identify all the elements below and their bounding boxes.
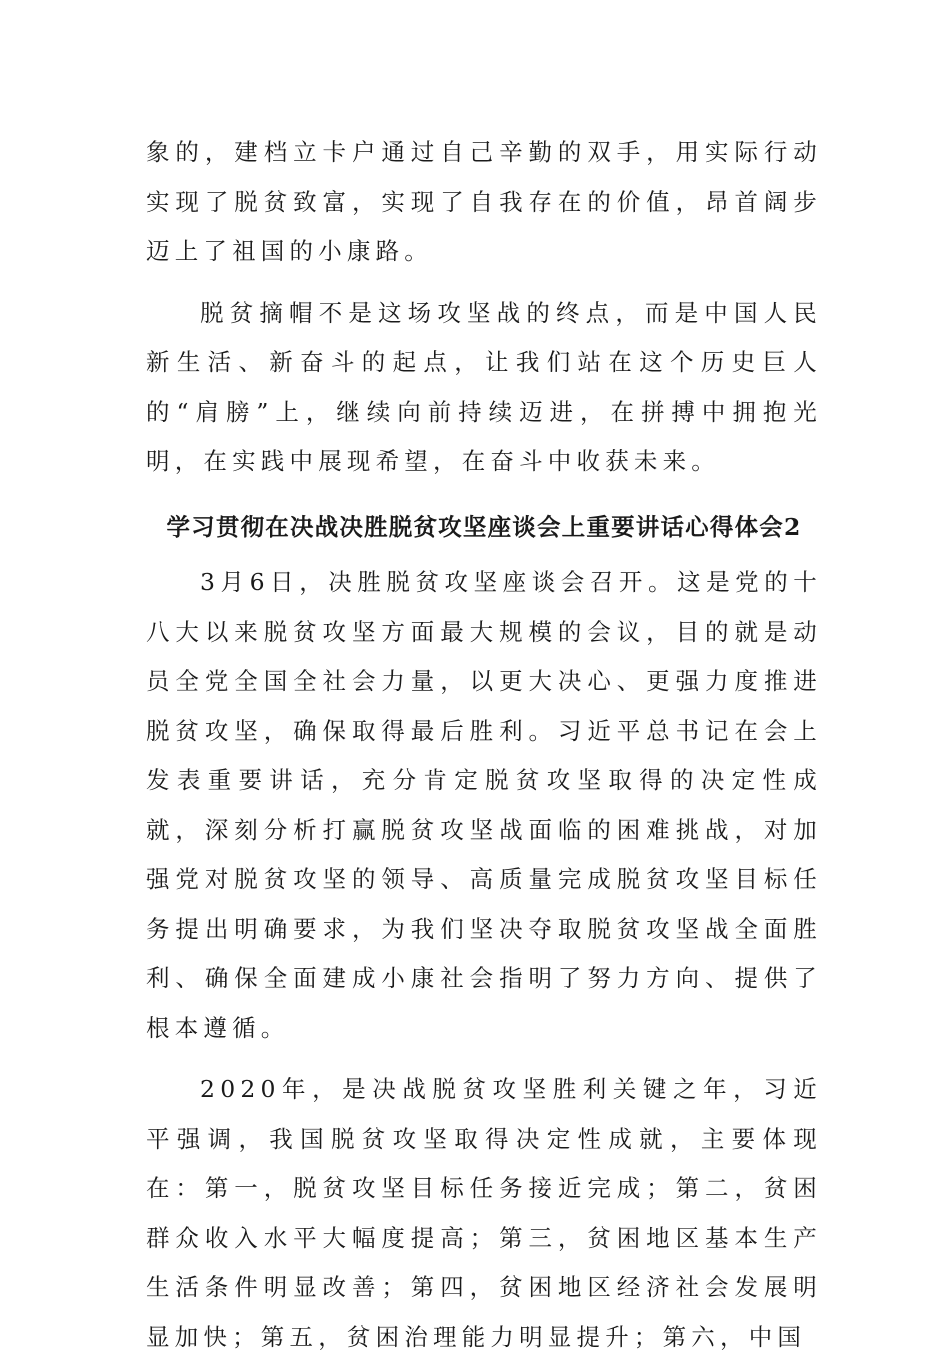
paragraph: 脱贫摘帽不是这场攻坚战的终点，而是中国人民新生活、新奋斗的起点，让我们站在这个历史巨人的“肩膀”上，继续向前持续迈进，在拼搏中拥抱光明，在实践中展现希望，在奋斗中收获未来。 (146, 298, 822, 475)
paragraph-continued: 象的，建档立卡户通过自己辛勤的双手，用实际行动实现了脱贫致富，实现了自我存在的价值，昂首阔步迈上了祖国的小康路。 (146, 138, 822, 265)
document-body (146, 128, 822, 1362)
section-heading: 学习贯彻在决战决胜脱贫攻坚座谈会上重要讲话心得体会2 (166, 512, 802, 541)
paragraph: 3月6日，决胜脱贫攻坚座谈会召开。这是党的十八大以来脱贫攻坚方面最大规模的会议，目的就是动员全党全国全社会力量，以更大决心、更强力度推进脱贫攻坚，确保取得最后胜利。习近平总书记在会上发表重要讲话，充分肯定脱贫攻坚取得的决定性成就，深刻分析打赢脱贫攻坚战面临的困难挑战，对加强党对脱贫攻坚的领导、高质量完成脱贫攻坚目标任务提出明确要求，为我们坚决夺取脱贫攻坚战全面胜利、确保全面建成小康社会指明了努力方向、提供了根本遵循。 (146, 568, 822, 1042)
paragraph: 2020年，是决战脱贫攻坚胜利关键之年，习近平强调，我国脱贫攻坚取得决定性成就，主要体现在：第一，脱贫攻坚目标任务接近完成；第二，贫困群众收入水平大幅度提高；第三，贫困地区基本生产生活条件明显改善；第四，贫困地区经济社会发展明显加快；第五，贫困治理能力明显提升；第六，中国 (146, 1075, 822, 1351)
